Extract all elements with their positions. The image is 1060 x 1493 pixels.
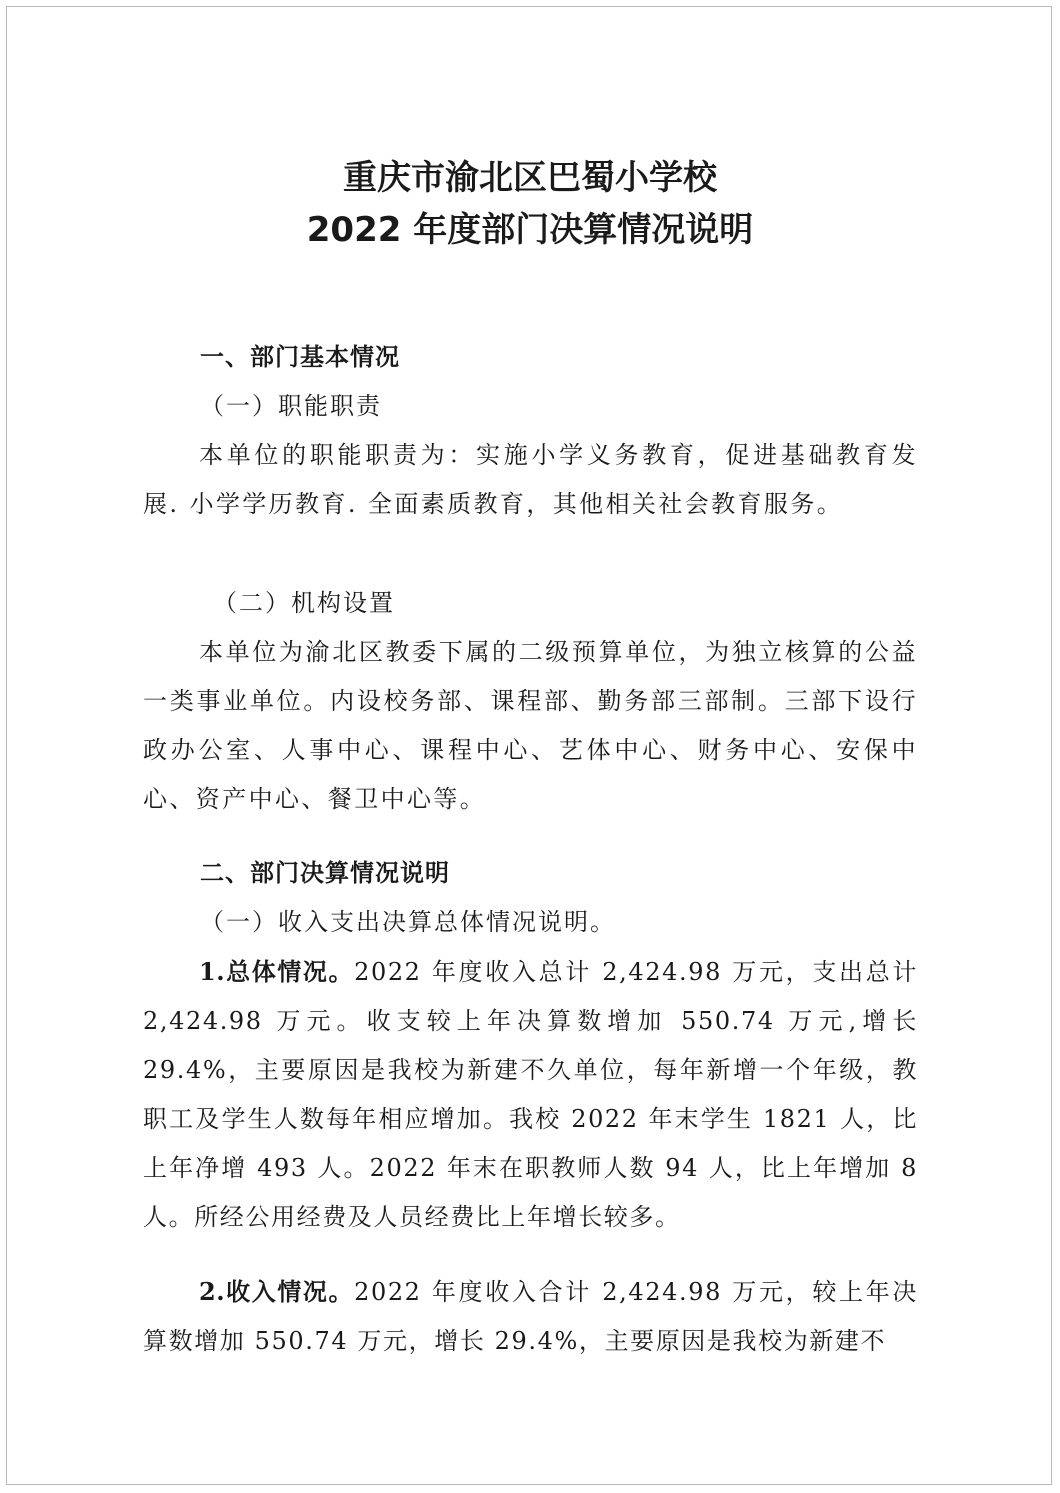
paragraph-income (143, 1267, 918, 1366)
paragraph-duties: 本单位的职能职责为：实施小学义务教育，促进基础教育发展. 小学学历教育. 全面素质教育，其他相关社会教育服务。 (143, 441, 918, 518)
paragraph-income-lead: 2.收入情况。 (199, 1277, 355, 1306)
title-line-1: 重庆市渝北区巴蜀小学校 (343, 158, 717, 198)
subsection-heading-organization: （二）机构设置 (213, 589, 395, 617)
subsection-heading-income-expense: （一）收入支出决算总体情况说明。 (200, 908, 616, 936)
section-heading-1: 一、部门基本情况 (200, 343, 400, 371)
paragraph-income-text: 2022 年度收入合计 2,424.98 万元，较上年决算数增加 550.74 万元，增长 29.4%，主要原因是我校为新建不 (143, 1278, 919, 1355)
subsection-heading-duties: （一）职能职责 (200, 392, 382, 420)
title-line-2: 2022 年度部门决算情况说明 (306, 210, 754, 250)
document-title (0, 152, 1060, 256)
paragraph-organization: 本单位为渝北区教委下属的二级预算单位，为独立核算的公益一类事业单位。内设校务部、课程部、勤务部三部制。三部下设行政办公室、人事中心、课程中心、艺体中心、财务中心、安保中心、资产中心、餐卫中心等。 (143, 638, 918, 813)
paragraph-overall-text: 2022 年度收入总计 2,424.98 万元，支出总计 2,424.98 万元。收支较上年决算数增加 550.74 万元,增长 29.4%，主要原因是我校为新建不久单位，每年新增一个年级，教职工及学生人数每年相应增加。我校 2022 年末学生 1821 人，比上年净增 493 人。2022 年末在职教师人数 94 人，比上年增加 8 人。所经公用经费及人员经费比上年增长较多。 (143, 958, 919, 1231)
section-heading-2: 二、部门决算情况说明 (200, 859, 450, 887)
paragraph-overall-lead: 1.总体情况。 (199, 957, 355, 986)
paragraph-overall (143, 947, 918, 1242)
